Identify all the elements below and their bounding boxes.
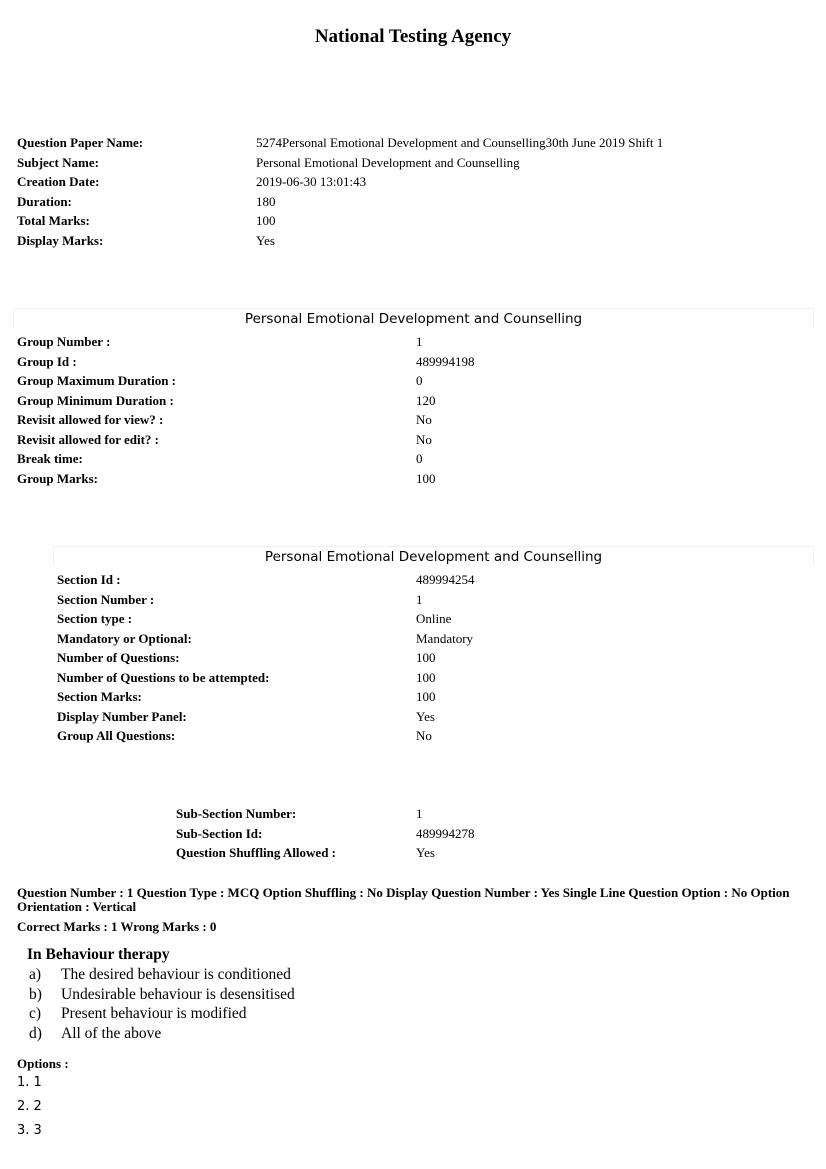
- group-info-row: [17, 449, 475, 469]
- group-info-row: [17, 332, 475, 352]
- group-heading: Personal Emotional Development and Counselling: [13, 308, 814, 328]
- field-label: Display Marks:: [17, 232, 104, 248]
- choice-letter: c): [29, 1005, 42, 1022]
- options-label: Options :: [17, 1056, 69, 1071]
- section-info-row: [57, 570, 475, 590]
- section-info: [57, 570, 475, 746]
- page-title: National Testing Agency: [314, 26, 512, 47]
- question-choice: [27, 985, 295, 1005]
- paper-info-row: [17, 231, 663, 251]
- subsection-info-row: [176, 804, 475, 824]
- field-value: 0: [416, 451, 423, 466]
- field-label: Display Number Panel:: [57, 708, 187, 724]
- choice-text: All of the above: [61, 1024, 162, 1042]
- group-info-row: [17, 430, 475, 450]
- field-label: Group Maximum Duration :: [17, 373, 177, 388]
- field-label: Sub-Section Id:: [176, 825, 263, 841]
- field-label: Group Minimum Duration :: [17, 392, 174, 408]
- field-label: Group Id :: [17, 353, 77, 369]
- options-list: [17, 1073, 42, 1145]
- paper-info: [17, 133, 663, 250]
- field-label: Mandatory or Optional:: [57, 630, 192, 646]
- choice-text: Undesirable behaviour is desensitised: [61, 985, 295, 1003]
- choice-text: The desired behaviour is conditioned: [61, 966, 291, 983]
- field-label: Number of Questions to be attempted:: [57, 669, 270, 685]
- field-value: 100: [416, 669, 436, 685]
- group-info-row: [17, 469, 475, 489]
- field-value: 1: [416, 591, 423, 607]
- paper-info-row: [17, 133, 663, 153]
- choice-letter: b): [29, 985, 42, 1003]
- field-label: Sub-Section Number:: [176, 806, 297, 821]
- field-value: 100: [416, 650, 436, 665]
- field-label: Creation Date:: [17, 174, 100, 189]
- section-info-row: [57, 668, 475, 688]
- field-label: Question Shuffling Allowed :: [176, 845, 337, 860]
- paper-info-row: [17, 192, 663, 212]
- question-body: [27, 945, 295, 1043]
- group-info-row: [17, 391, 475, 411]
- field-value: 1: [416, 334, 423, 349]
- paper-info-row: [17, 153, 663, 173]
- section-info-row: [57, 687, 475, 707]
- field-value: 120: [416, 392, 436, 408]
- question-choice: [27, 965, 295, 985]
- question-stem: In Behaviour therapy: [27, 946, 170, 963]
- group-info-row: [17, 371, 475, 391]
- field-value: Personal Emotional Development and Counselling: [256, 154, 520, 170]
- field-label: Total Marks:: [17, 213, 90, 228]
- field-label: Section type :: [57, 611, 133, 626]
- paper-info-row: [17, 172, 663, 192]
- field-label: Group Number :: [17, 334, 111, 349]
- option-item: 2. 2: [17, 1099, 42, 1114]
- subsection-info: [176, 804, 475, 863]
- field-value: 100: [416, 689, 436, 704]
- field-value: 489994278: [416, 825, 475, 841]
- section-info-row: [57, 648, 475, 668]
- field-value: 489994198: [416, 353, 475, 369]
- group-info-row: [17, 352, 475, 372]
- field-value: 0: [416, 373, 423, 388]
- field-value: Yes: [416, 708, 435, 724]
- section-info-row: [57, 590, 475, 610]
- question-meta: Question Number : 1 Question Type : MCQ Option Shuffling : No Display Question Number : Yes Single Line Question Option : No Option Orientation : Vertical: [17, 885, 790, 914]
- section-info-row: [57, 629, 475, 649]
- field-label: Group Marks:: [17, 470, 99, 486]
- option-item: 3. 3: [17, 1123, 42, 1138]
- field-value: 100: [256, 213, 276, 228]
- field-value: 5274Personal Emotional Development and Counselling30th June 2019 Shift 1: [256, 135, 664, 150]
- field-label: Duration:: [17, 193, 72, 209]
- field-value: Yes: [416, 845, 435, 860]
- field-value: 489994254: [416, 572, 475, 587]
- question-marks: Correct Marks : 1 Wrong Marks : 0: [17, 919, 217, 934]
- field-value: Yes: [256, 232, 275, 248]
- field-value: 2019-06-30 13:01:43: [256, 174, 367, 189]
- field-label: Section Id :: [57, 572, 121, 587]
- field-value: No: [416, 412, 432, 427]
- field-label: Section Number :: [57, 591, 155, 607]
- question-choice: [27, 1024, 295, 1044]
- field-value: 180: [256, 193, 276, 209]
- choice-letter: d): [29, 1024, 42, 1042]
- paper-info-row: [17, 211, 663, 231]
- group-info-row: [17, 410, 475, 430]
- field-label: Subject Name:: [17, 154, 99, 170]
- subsection-info-row: [176, 824, 475, 844]
- choice-text: Present behaviour is modified: [61, 1005, 247, 1022]
- field-value: No: [416, 728, 432, 743]
- field-value: 100: [416, 470, 436, 486]
- group-info: [17, 332, 475, 488]
- question-choice: [27, 1004, 295, 1024]
- field-label: Revisit allowed for edit? :: [17, 431, 160, 447]
- field-value: No: [416, 431, 432, 447]
- section-info-row: [57, 726, 475, 746]
- section-heading: Personal Emotional Development and Counselling: [53, 546, 814, 566]
- section-info-row: [57, 707, 475, 727]
- option-item: 1. 1: [17, 1075, 42, 1090]
- field-label: Section Marks:: [57, 689, 142, 704]
- field-label: Question Paper Name:: [17, 135, 144, 150]
- field-value: 1: [416, 806, 423, 821]
- field-label: Break time:: [17, 451, 83, 466]
- field-value: Mandatory: [416, 630, 474, 646]
- field-value: Online: [416, 611, 452, 626]
- field-label: Number of Questions:: [57, 650, 180, 665]
- field-label: Group All Questions:: [57, 728, 176, 743]
- choice-letter: a): [29, 966, 42, 983]
- subsection-info-row: [176, 843, 475, 863]
- field-label: Revisit allowed for view? :: [17, 412, 164, 427]
- section-info-row: [57, 609, 475, 629]
